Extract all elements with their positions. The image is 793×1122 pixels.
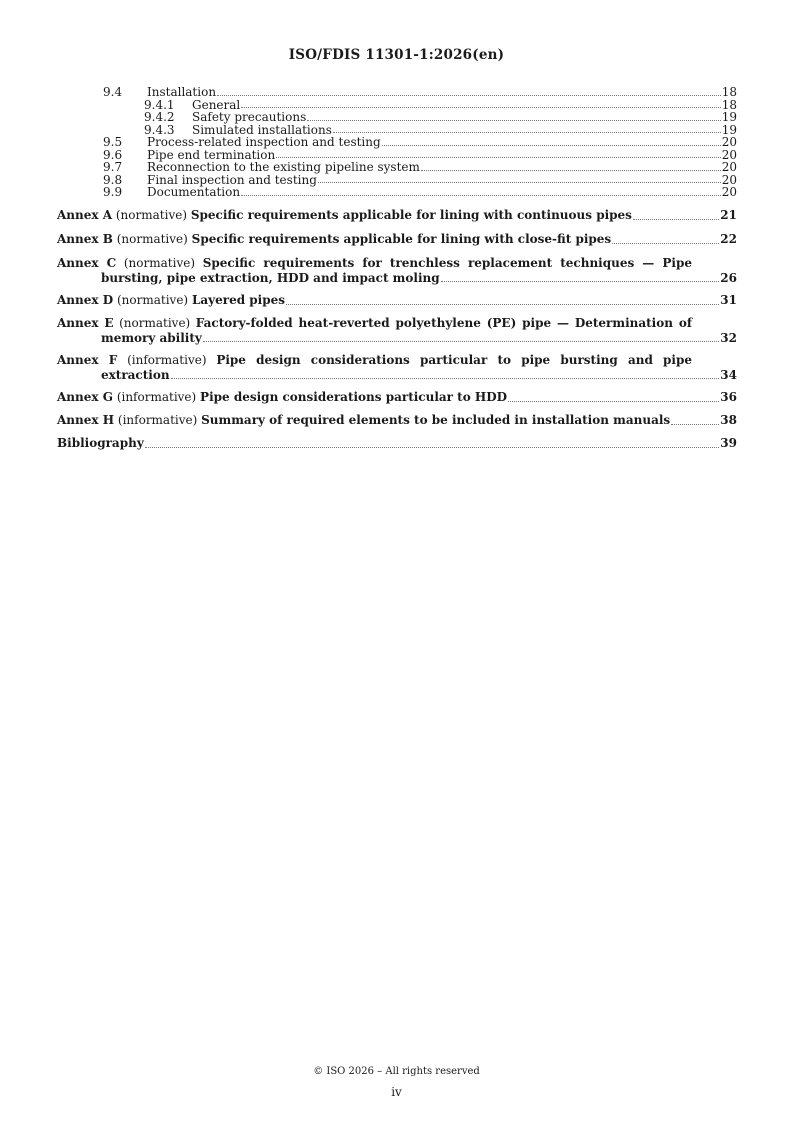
toc-entry-9-5[interactable]: [57, 136, 737, 149]
toc-entry-9-7[interactable]: [57, 161, 737, 174]
annex-kind: (normative): [116, 231, 188, 246]
dot-leader: [145, 447, 720, 448]
annex-letter: Annex A: [57, 207, 113, 222]
toc-title: General: [192, 97, 241, 112]
dot-leader: [633, 219, 719, 220]
dot-leader: [318, 182, 721, 183]
toc-title: Specific requirements for trenchless replacement techniques — Pipe: [202, 255, 692, 270]
dot-leader: [382, 145, 721, 146]
toc-entry-annex-f[interactable]: [57, 353, 737, 382]
annex-letter: Annex F: [57, 352, 118, 367]
toc-title: Process-related inspection and testing: [147, 135, 381, 149]
toc-page: 20: [721, 160, 737, 174]
toc-title: Layered pipes: [191, 292, 286, 307]
annex-kind: (informative): [127, 352, 207, 367]
toc-page: 19: [721, 122, 737, 137]
toc-entry-annex-d[interactable]: [57, 293, 737, 308]
toc-page: 26: [720, 270, 737, 285]
toc-number: 9.4.3: [144, 122, 175, 137]
dot-leader: [508, 401, 719, 402]
annex-letter: Annex G: [57, 389, 113, 404]
dot-leader: [241, 195, 721, 196]
annex-letter: Annex B: [57, 231, 113, 246]
toc-title: Pipe end termination: [147, 147, 276, 162]
dot-leader: [203, 341, 719, 342]
toc-number: 9.7: [103, 160, 123, 174]
toc-page: 38: [720, 412, 737, 427]
toc-number: 9.4: [103, 85, 123, 99]
annex-kind: (normative): [123, 255, 196, 270]
toc-entry-annex-h[interactable]: [57, 413, 737, 428]
toc-number: 9.4.2: [144, 110, 175, 124]
toc-page: 20: [721, 172, 737, 187]
document-header: ISO/FDIS 11301-1:2026(en): [288, 47, 505, 63]
toc-title: Factory-folded heat-reverted polyethylene (PE) pipe — Determination of: [195, 315, 692, 330]
toc-page: 20: [721, 185, 737, 199]
toc-title: Simulated installations: [192, 122, 332, 137]
toc-page: 36: [720, 389, 737, 404]
annex-kind: (normative): [119, 315, 191, 330]
annex-kind: (informative): [116, 389, 197, 404]
toc-title: Final inspection and testing: [147, 172, 317, 187]
annex-kind: (informative): [117, 412, 198, 427]
toc-page: 22: [720, 231, 737, 246]
toc-page: 20: [721, 147, 737, 162]
toc-title: Installation: [147, 85, 217, 99]
toc-page: 19: [721, 110, 737, 124]
toc-entry-9-4-2[interactable]: [57, 111, 737, 124]
toc-title: Documentation: [147, 185, 241, 199]
dot-leader: [276, 157, 721, 158]
annex-letter: Annex C: [57, 255, 117, 270]
toc-page: 39: [720, 435, 737, 450]
dot-leader: [441, 281, 720, 282]
toc-page: 21: [720, 207, 737, 222]
toc-entry-annex-a[interactable]: [57, 208, 737, 223]
dot-leader: [612, 243, 719, 244]
toc-number: 9.6: [103, 147, 123, 162]
toc-title-continued: bursting, pipe extraction, HDD and impact moling: [101, 270, 440, 285]
dot-leader: [333, 132, 721, 133]
toc-number: 9.5: [103, 135, 123, 149]
toc-entry-9-4[interactable]: [57, 86, 737, 99]
toc-title: Reconnection to the existing pipeline system: [147, 160, 420, 174]
toc-title: Specific requirements applicable for lining with continuous pipes: [190, 207, 632, 222]
dot-leader: [286, 304, 719, 305]
page-number: iv: [391, 1085, 402, 1099]
toc-entry-annex-b[interactable]: [57, 232, 737, 247]
copyright-notice: © ISO 2026 – All rights reserved: [313, 1066, 480, 1077]
toc-title-continued: memory ability: [101, 330, 202, 345]
toc-page: 18: [721, 85, 737, 99]
toc-title: Bibliography: [57, 435, 144, 450]
toc-entry-9-9[interactable]: [57, 186, 737, 199]
toc-title: Pipe design considerations particular to HDD: [200, 389, 508, 404]
toc-number: 9.8: [103, 172, 123, 187]
dot-leader: [171, 378, 720, 379]
annex-letter: Annex E: [57, 315, 114, 330]
toc-page: 18: [721, 97, 737, 112]
dot-leader: [421, 170, 721, 171]
toc-entry-annex-c[interactable]: [57, 256, 737, 285]
annex-kind: (normative): [116, 292, 189, 307]
toc-title: Pipe design considerations particular to pipe bursting and pipe: [216, 352, 692, 367]
toc-page: 20: [721, 135, 737, 149]
toc-entry-annex-g[interactable]: [57, 390, 737, 405]
dot-leader: [241, 107, 720, 108]
toc-title: Specific requirements applicable for lining with close-fit pipes: [191, 231, 612, 246]
table-of-contents: [57, 86, 737, 451]
toc-title: Safety precautions: [192, 110, 307, 124]
annex-kind: (normative): [115, 207, 188, 222]
toc-number: 9.9: [103, 185, 123, 199]
dot-leader: [217, 95, 721, 96]
annex-letter: Annex H: [57, 412, 115, 427]
dot-leader: [671, 424, 719, 425]
dot-leader: [307, 120, 720, 121]
toc-title-continued: extraction: [101, 367, 170, 382]
toc-entry-annex-e[interactable]: [57, 316, 737, 345]
toc-page: 34: [720, 367, 737, 382]
annex-letter: Annex D: [57, 292, 114, 307]
toc-page: 31: [720, 292, 737, 307]
toc-entry-bibliography[interactable]: [57, 436, 737, 451]
toc-title: Summary of required elements to be included in installation manuals: [201, 412, 671, 427]
toc-number: 9.4.1: [144, 97, 175, 112]
toc-page: 32: [720, 330, 737, 345]
